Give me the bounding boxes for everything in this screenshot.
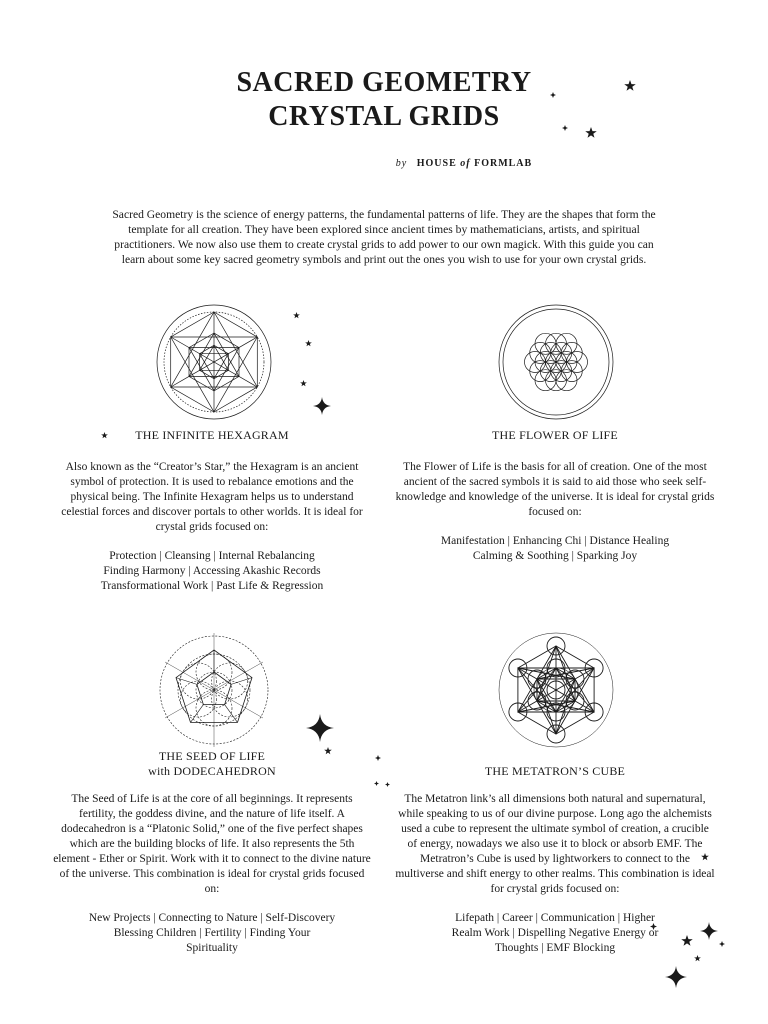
star-icon	[293, 312, 300, 319]
seed-of-life-dodecahedron-icon	[154, 630, 274, 750]
focus-line: New Projects | Connecting to Nature | Self-Discovery	[88, 912, 336, 924]
section-title: THE METATRON’S CUBE	[484, 764, 626, 778]
page-title	[0, 66, 768, 134]
focus-line: Spirituality	[186, 942, 238, 954]
byline	[0, 158, 768, 169]
star-icon	[694, 955, 701, 962]
section-title: THE FLOWER OF LIFE	[492, 428, 618, 442]
metatrons-cube-icon	[496, 630, 616, 750]
star-icon	[719, 941, 725, 947]
star-icon	[375, 755, 381, 761]
focus-list	[52, 911, 372, 956]
focus-list	[52, 549, 372, 594]
star-icon	[585, 127, 597, 139]
section-description: The Metatron link’s all dimensions both natural and supernatural, while speaking to us of our divine purpose. Long ago the alchemists used a cube to represent the ultimate symbol of creation, a crucible of energy, nowadays we also use it to block or absorb EMF. The Metratron’s Cube is used by lightworkers to connect to the multiverse and shift energy to other realms. This combination is ideal for crystal grids focused on:	[395, 793, 715, 895]
brand-of: of	[460, 158, 471, 169]
section-metatrons-cube	[395, 764, 715, 956]
section-description: Also known as the “Creator’s Star,” the Hexagram is an ancient symbol of protection. It is used to rebalance emotions and the physical being. The Infinite Hexagram helps us to understand celestial forces and discover portals to other worlds. It is ideal for crystal grids focused on:	[61, 461, 363, 533]
section-title: THE SEED OF LIFE with DODECAHEDRON	[52, 749, 372, 779]
focus-line: Calming & Soothing | Sparking Joy	[472, 550, 638, 562]
infinite-hexagram-icon	[154, 302, 274, 422]
focus-line: Transformational Work | Past Life & Regression	[100, 580, 324, 592]
star-icon	[624, 80, 636, 92]
brand-house: HOUSE	[416, 158, 457, 169]
focus-line: Realm Work | Dispelling Negative Energy or	[451, 927, 659, 939]
star-icon	[300, 380, 307, 387]
focus-list	[395, 534, 715, 564]
intro-paragraph: Sacred Geometry is the science of energy patterns, the fundamental patterns of life. They are the shapes that form the template for all creation. They have been explored since ancient times by mathematicians, artists, and spiritual practitioners. We now also use them to create crystal grids to add power to our own magick. With this guide you can learn about some key sacred geometry symbols and print out the ones you wish to use for your own crystal grids.	[112, 208, 656, 266]
flower-of-life-icon	[496, 302, 616, 422]
star-icon	[374, 781, 379, 786]
byline-by: by	[395, 158, 408, 169]
sparkle-icon	[306, 714, 334, 742]
section-title: THE INFINITE HEXAGRAM	[135, 428, 289, 442]
focus-line: Blessing Children | Fertility | Finding Your	[113, 927, 311, 939]
section-description: The Seed of Life is at the core of all beginnings. It represents fertility, the goddess divine, and the nature of life itself. A dodecahedron is a “Platonic Solid,” one of the five perfect shapes which are the building blocks of life. It also represents the 5th element - Ether or Spirit. Work with it to connect to the divine nature of the universe. This combination is ideal for crystal grids focused on:	[53, 793, 371, 895]
section-seed-of-life	[52, 749, 372, 956]
focus-line: Thoughts | EMF Blocking	[494, 942, 616, 954]
section-subtitle: with DODECAHEDRON	[148, 764, 276, 778]
section-description: The Flower of Life is the basis for all of creation. One of the most ancient of the sacred symbols it is said to aid those who seek self-knowledge and knowledge of the universe. It is ideal for crystal grids focused on:	[395, 461, 715, 518]
title-line-2: CRYSTAL GRIDS	[268, 101, 500, 132]
section-infinite-hexagram	[52, 428, 372, 594]
star-icon	[385, 782, 390, 787]
title-line-1: SACRED GEOMETRY	[236, 67, 532, 98]
star-icon	[562, 125, 568, 131]
focus-line: Manifestation | Enhancing Chi | Distance Healing	[440, 535, 670, 547]
focus-line: Finding Harmony | Accessing Akashic Records	[103, 565, 321, 577]
sparkle-icon	[313, 397, 331, 415]
focus-line: Lifepath | Career | Communication | Higher	[455, 912, 655, 924]
section-flower-of-life	[395, 428, 715, 564]
focus-line: Protection | Cleansing | Internal Rebalancing	[109, 550, 315, 562]
star-icon	[305, 340, 312, 347]
focus-list	[395, 911, 715, 956]
sparkle-icon	[665, 966, 687, 988]
star-icon	[550, 92, 556, 98]
brand-formlab: FORMLAB	[474, 158, 533, 169]
